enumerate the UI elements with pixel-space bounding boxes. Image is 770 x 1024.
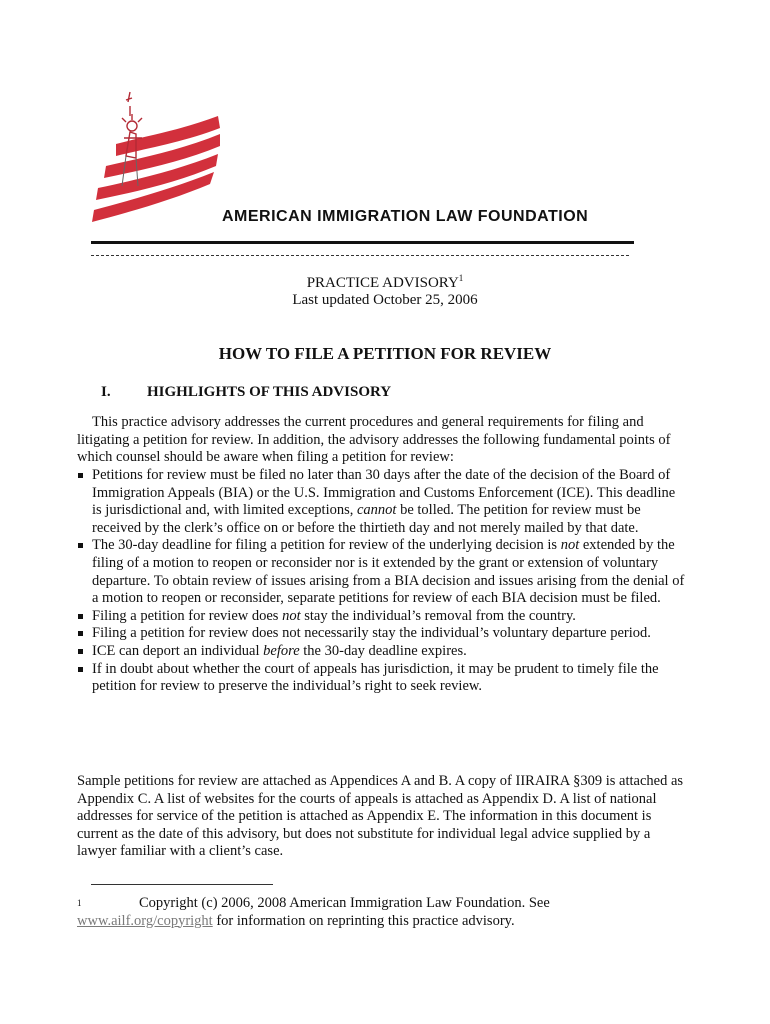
list-item: Petitions for review must be filed no later than 30 days after the date of the decision of the Board of Immigration Appeals (BIA) or the U.S. Immigration and Customs Enforcement (ICE). This deadline is jurisdictional and, with limited exceptions, cannot be tolled. The petition for review must be received by the clerk’s office on or before the thirtieth day and not merely mailed by that date. [77, 467, 687, 537]
bullet-icon [78, 649, 83, 654]
copyright-link[interactable]: www.ailf.org/copyright [77, 912, 213, 929]
intro-paragraph: This practice advisory addresses the current procedures and general requirements for filing and litigating a petition for review. In addition, the advisory addresses the following fundamental points of which counsel should be aware when filing a petition for review: [77, 414, 671, 466]
footnote: 1 Copyright (c) 2006, 2008 American Immigration Law Foundation. See www.ailf.org/copyright for information on reprinting this practice advisory. [77, 895, 550, 929]
footnote-divider [91, 884, 273, 885]
bullet-icon [78, 543, 83, 548]
list-item: If in doubt about whether the court of appeals has jurisdiction, it may be prudent to timely file the petition for review to preserve the individual’s right to seek review. [77, 661, 687, 696]
footnote-mark: 1 [77, 898, 82, 908]
list-item: ICE can deport an individual before the 30-day deadline expires. [77, 643, 687, 661]
section-heading: I. HIGHLIGHTS OF THIS ADVISORY [101, 384, 392, 400]
bullet-icon [78, 631, 83, 636]
bullet-icon [78, 614, 83, 619]
highlights-list [77, 467, 687, 696]
list-item: Filing a petition for review does not stay the individual’s removal from the country. [77, 608, 687, 626]
bullet-icon [78, 667, 83, 672]
bullet-icon [78, 473, 83, 478]
advisory-footnote-ref[interactable]: 1 [458, 273, 464, 283]
organization-name: AMERICAN IMMIGRATION LAW FOUNDATION [222, 208, 589, 225]
appendices-paragraph: Sample petitions for review are attached as Appendices A and B. A copy of IIRAIRA §309 is attached as Appendix C. A list of websites for the courts of appeals is attached as Appendix D. A list of national addresses for service of the petition is attached as Appendix E. The information in this document is current as the date of this advisory, but does not substitute for individual legal advice supplied by a lawyer familiar with a client’s case. [77, 773, 684, 860]
header-rule [91, 241, 634, 244]
header-dashed-rule [91, 255, 629, 256]
last-updated: Last updated October 25, 2006 [292, 292, 478, 308]
list-item: Filing a petition for review does not necessarily stay the individual’s voluntary departure period. [77, 625, 687, 643]
page-title: HOW TO FILE A PETITION FOR REVIEW [218, 344, 552, 363]
foundation-logo [86, 86, 226, 236]
list-item: The 30-day deadline for filing a petition for review of the underlying decision is not extended by the filing of a motion to reopen or reconsider nor is it extended by the grant or extension of voluntary departure. To obtain review of issues arising from a BIA decision and issues arising from the denial of a motion to reopen or reconsider, separate petitions for review of each BIA decision must be filed. [77, 537, 687, 607]
advisory-title: PRACTICE ADVISORY$^1$ [306, 273, 464, 291]
